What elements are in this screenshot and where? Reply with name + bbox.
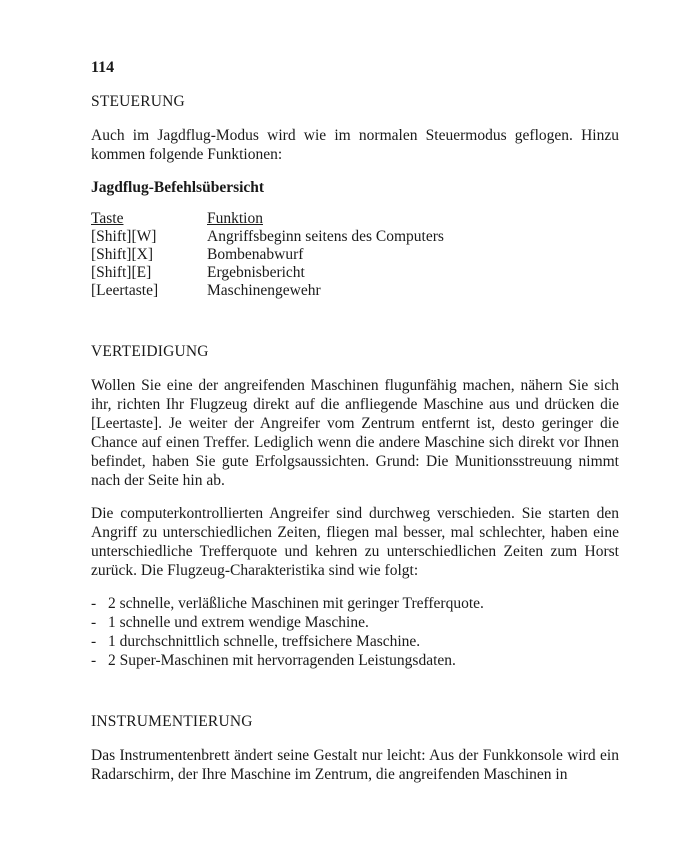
column-header-function: Funktion: [207, 210, 263, 227]
verteidigung-paragraph-2: Die computerkontrollierten Angreifer sind durchweg verschieden. Sie starten den Angriff zu unterschiedlichen Zeiten, fliegen mal besser, mal schlechter, haben eine unterschiedliche Trefferquote und kehren zu unterschiedlichen Zeiten zum Horst zurück. Die Flugzeug-Charakteristika sind wie folgt:: [91, 505, 619, 579]
instrumentierung-paragraph: Das Instrumentenbrett ändert seine Gestalt nur leicht: Aus der Funkkonsole wird ein Radarschirm, der Ihre Maschine im Zentrum, die angreifenden Maschinen in: [91, 747, 619, 783]
page-number: 114: [91, 59, 115, 76]
command-overview-heading: Jagdflug-Befehlsübersicht: [91, 179, 265, 196]
steuerung-intro: Auch im Jagdflug-Modus wird wie im normalen Steuermodus geflogen. Hinzu kommen folgende Funktionen:: [91, 127, 619, 163]
list-item: - 1 schnelle und extrem wendige Maschine.: [91, 614, 369, 631]
table-row: [91, 264, 444, 282]
aircraft-characteristics-list: [91, 594, 619, 670]
section-title-verteidigung: VERTEIDIGUNG: [91, 343, 209, 360]
table-row: [91, 282, 444, 300]
table-row: [91, 246, 444, 264]
function-cell: Maschinengewehr: [207, 282, 321, 299]
command-table: [91, 210, 444, 300]
function-cell: Bombenabwurf: [207, 246, 304, 263]
function-cell: Angriffsbeginn seitens des Computers: [207, 228, 444, 245]
verteidigung-paragraph-1: Wollen Sie eine der angreifenden Maschinen flugunfähig machen, nähern Sie sich ihr, richten Ihr Flugzeug direkt auf die anfliegende Maschine aus und drücken die [Leertaste]. Je weiter der Angreifer vom Zentrum entfernt ist, desto geringer die Chance auf einen Treffer. Lediglich wenn die andere Maschine sich direkt vor Ihnen befindet, haben Sie gute Erfolgsaussichten. Grund: Die Munitionsstreuung nimmt nach der Seite hin ab.: [91, 377, 619, 489]
key-cell: [Shift][X]: [91, 246, 153, 263]
key-cell: [Shift][W]: [91, 228, 157, 245]
command-table-header: [91, 210, 444, 228]
key-cell: [Shift][E]: [91, 264, 152, 281]
key-cell: [Leertaste]: [91, 282, 159, 299]
dash-marker: -: [91, 652, 97, 669]
dash-marker: -: [91, 633, 97, 650]
column-header-key: Taste: [91, 210, 124, 227]
list-item: - 2 Super-Maschinen mit hervorragenden Leistungsdaten.: [91, 652, 456, 669]
list-item: - 1 durchschnittlich schnelle, treffsichere Maschine.: [91, 633, 421, 650]
dash-marker: -: [91, 595, 97, 612]
function-cell: Ergebnisbericht: [207, 264, 305, 281]
section-title-instrumentierung: INSTRUMENTIERUNG: [91, 713, 253, 730]
list-item: - 2 schnelle, verläßliche Maschinen mit geringer Trefferquote.: [91, 595, 484, 612]
section-title-steuerung: STEUERUNG: [91, 93, 185, 110]
table-row: [91, 228, 444, 246]
document-page: [91, 58, 619, 798]
dash-marker: -: [91, 614, 97, 631]
